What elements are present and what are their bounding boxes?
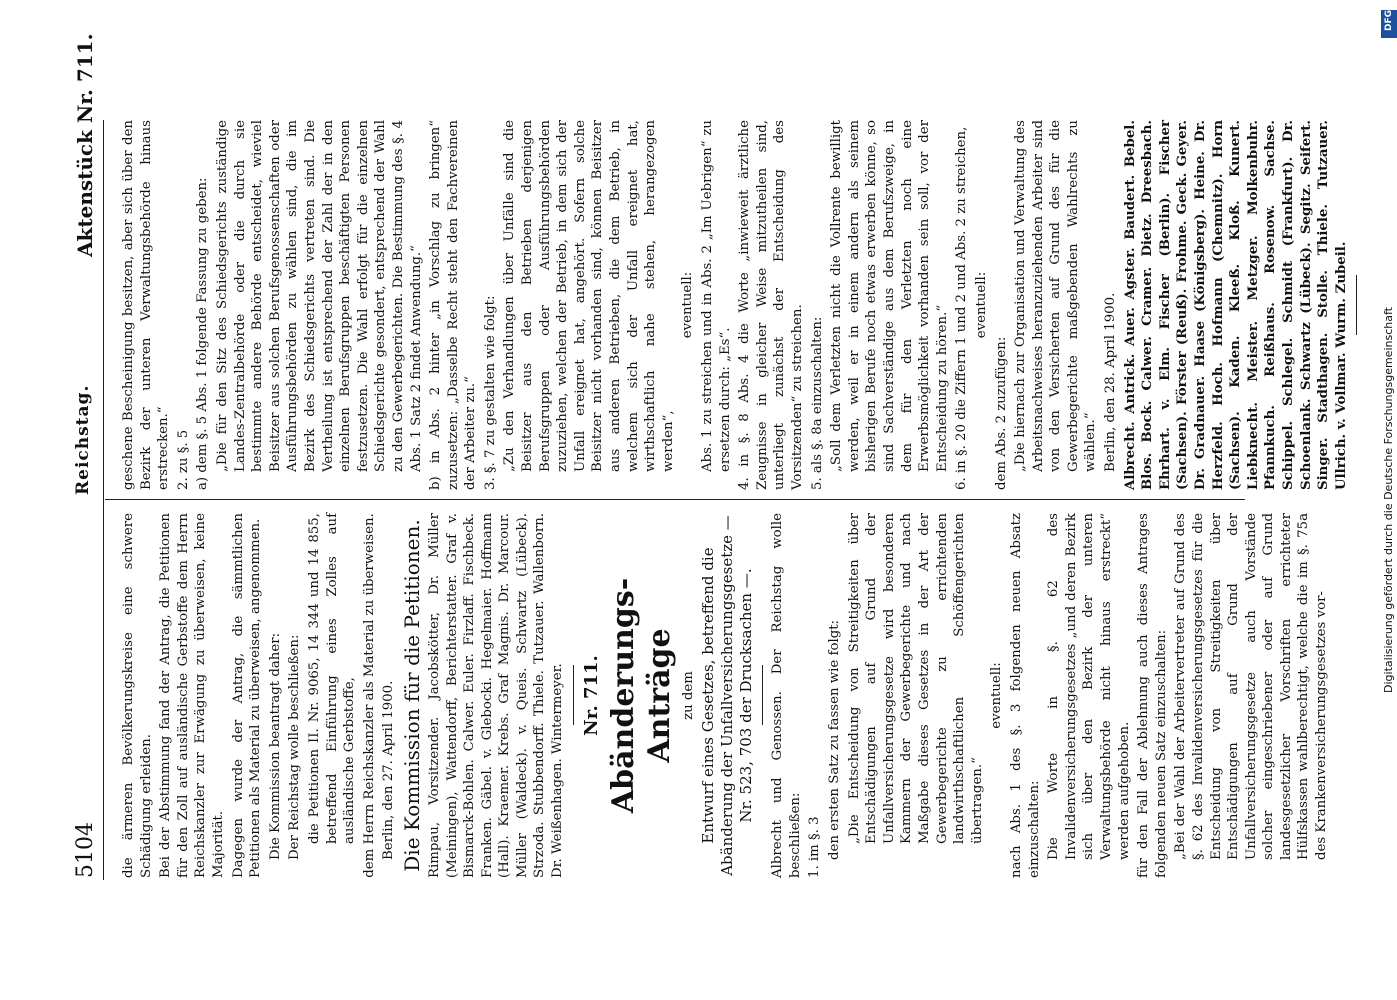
- paragraph: „Die hiernach zur Organisation und Verwaltung des Arbeitsnachweises heranzuziehenden Arbeiter sind von den Versicherten auf Grund des für die Gewerbegerichte maßgebenden Wahlrechts zu wählen.“: [1013, 120, 1099, 472]
- paragraph: 4. in §. 8 Abs. 4 die Worte „inwieweit ärztliche Zeugnisse in gleicher Weise mitzutheilen sind, unterliegt zunächst der Entscheidung des Vorsitzenden“ zu streichen.: [737, 120, 805, 490]
- paragraph: a) dem §. 5 Abs. 1 folgende Fassung zu geben:: [195, 177, 211, 490]
- document-number: Nr. 711.: [580, 655, 602, 736]
- paragraph: Die Kommission beantragt daher:: [267, 632, 283, 860]
- dfg-logo: [1381, 10, 1397, 38]
- paragraph: 3. §. 7 zu gestalten wie folgt:: [482, 295, 498, 490]
- paragraph: 5. als §. 8a einzuschalten:: [809, 316, 825, 490]
- dfg-logo-text: DFG: [1384, 9, 1394, 31]
- paragraph: nach Abs. 1 des §. 3 folgenden neuen Absatz einzuschalten:: [1008, 513, 1042, 878]
- commission-heading: Die Kommission für die Petitionen.: [399, 519, 424, 872]
- date-line: Berlin, den 28. April 1900.: [1103, 292, 1119, 472]
- paragraph: geschene Bescheinigung besitzen, aber sich über den Bezirk der unteren Verwaltungsbehörde hinaus erstrecken.“: [121, 120, 172, 490]
- paragraph: den ersten Satz zu fassen wie folgt:: [827, 619, 843, 860]
- paragraph: „Soll dem Verletzten nicht die Vollrente bewilligt werden, weil er in einem andern als seinem bisherigen Berufe noch etwas erwerben könne, so sind Sachverständige aus dem Berufszweige, in dem für den Verletzten noch eine Erwerbsmöglichkeit vorhanden sein soll, vor der Entscheidung zu hören.“: [829, 120, 950, 472]
- header-rule: [103, 120, 104, 880]
- header-document-number: Aktenstück Nr. 711.: [73, 33, 97, 257]
- paragraph: Die Worte in §. 62 des Invalidenversicherungsgesetzes „und deren Bezirk sich über den Bezirk der unteren Verwaltungsbehörde nicht hinaus erstreckt“ werden aufgehoben.: [1046, 513, 1132, 860]
- separator: [1356, 275, 1357, 335]
- paragraph: dem Herrn Reichskanzler als Material zu überweisen.: [361, 513, 377, 878]
- paragraph: 1. im §. 3: [807, 816, 823, 878]
- paragraph: Der Reichstag wolle beschließen:: [287, 634, 303, 860]
- paragraph: dem Abs. 2 zuzufügen:: [993, 336, 1009, 490]
- signatories: Rimpau, Vorsitzender. Jacobskötter, Dr. Müller (Meiningen), Wattendorff, Berichterstatter. Graf v. Bismarck-Bohlen. Calwer. Euler. Firzlaff. Fischbeck. Franken. Gäbel. v. Glebocki. Hegelmaier. Hoffmann (Hall). Kraemer. Krebs. Graf Magnis. Dr. Marcour. Müller (Waldeck). v. Queis. Schwartz (Lübeck). Strzoda. Stubbendorff. Thiele. Tutzauer. Wallenborn. Dr. Weißenhagen. Wintermeyer.: [426, 513, 566, 878]
- left-column: [120, 513, 1333, 878]
- paragraph: eventuell:: [973, 271, 989, 339]
- paragraph: Dagegen wurde der Antrag, die sämmtlichen Petitionen als Material zu überweisen, angenommen.: [230, 513, 264, 878]
- date-line: Berlin, den 27. April 1900.: [381, 680, 397, 860]
- paragraph: „Zu den Verhandlungen über Unfälle sind die Beisitzer aus den Betrieben derjenigen Berufsgruppen oder Ausführungsbehörden zuzuziehen, welchen der Betrieb, in dem sich der Unfall ereignet hat, angehört. Sofern solche Beisitzer nicht vorhanden sind, können Beisitzer aus anderen Betrieben, die dem Betrieb, in welchem sich der Unfall ereignet hat, wirthschaftlich nahe stehen, herangezogen werden“,: [502, 120, 676, 472]
- paragraph: die ärmeren Bevölkerungskreise eine schwere Schädigung erleiden.: [121, 513, 154, 878]
- page-number: 5104: [73, 822, 98, 878]
- paragraph: 2. zu §. 5: [175, 429, 191, 490]
- separator: [762, 666, 763, 726]
- funding-note: Digitalisierung gefördert durch die Deutsche Forschungsgemeinschaft: [1382, 307, 1395, 693]
- paragraph: 6. in §. 20 die Ziffern 1 und 2 und Abs. 2 zu streichen,: [954, 126, 970, 490]
- paragraph: „Die Entscheidung von Streitigkeiten über Entschädigungen auf Grund der Unfallversicherungsgesetze wird besonderen Kammern der Gewerbegerichte und nach Maßgabe dieses Gesetzes in der Art der Gewerbegerichte zu errichtenden landwirthschaftlichen Schöffengerichten übertragen.“: [846, 513, 985, 844]
- paragraph: Albrecht und Genossen. Der Reichstag wolle beschließen:: [770, 513, 803, 878]
- right-column: [120, 120, 1363, 490]
- paragraph: zu dem: [680, 671, 696, 720]
- paragraph: „Bei der Wahl der Arbeitervertreter auf Grund des §. 62 des Invalidenversicherungsgesetzes für die Entscheidung von Streitigkeiten über Entschädigungen auf Grund der Unfallversicherungsgesetze auch Vorstände solcher eingeschriebener oder auf Grund landesgesetzlicher Vorschriften errichteter Hülfskassen wahlberechtigt, welche die im §. 75a des Krankenversicherungsgesetzes vor-: [1173, 513, 1330, 860]
- paragraph: Bei der Abstimmung fand der Antrag, die Petitionen für den Zoll auf ausländische Gerbstoffe dem Herrn Reichskanzler zur Erwägung zu überweisen, keine Majorität.: [158, 513, 226, 878]
- bill-title: Entwurf eines Gesetzes, betreffend die Abänderung der Unfallversicherungsgesetze — Nr. 523, 703 der Drucksachen —.: [699, 515, 756, 876]
- paragraph: eventuell:: [680, 271, 696, 339]
- header-title: Reichstag.: [73, 384, 93, 495]
- paragraph: für den Fall der Ablehnung auch dieses Antrages folgenden neuen Satz einzuschalten:: [1136, 513, 1169, 878]
- paragraph: b) in Abs. 2 hinter „in Vorschlag zu bringen“ zuzusetzen: „Dasselbe Recht steht den Fachvereinen der Arbeiter zu.“: [428, 120, 479, 490]
- column-divider: [105, 499, 1245, 500]
- signatories: Albrecht. Antrick. Auer. Agster. Baudert. Bebel. Blos. Bock. Calwer. Cramer. Dietz. Dreesbach. Ehrhart. v. Elm. Fischer (Berlin). Fischer (Sachsen). Förster (Reuß). Frohme. Geck. Geyer. Dr. Gradnauer. Haase (Königsberg). Heine. Dr. Herzfeld. Hoch. Hofmann (Chemnitz). Horn (Sachsen). Kaden. Kleeß. Kloß. Kunert. Liebknecht. Meister. Metzger. Molkenbuhr. Pfannkuch. Reißhaus. Rosenow. Sachse. Schippel. Schlegel. Schmidt (Frankfurt). Dr. Schoenlank. Schwartz (Lübeck). Segitz. Seifert. Singer. Stadthagen. Stolle. Thiele. Tutzauer. Ullrich. v. Vollmar. Wurm. Zubeil.: [1122, 120, 1349, 490]
- paragraph: eventuell:: [989, 662, 1005, 729]
- paragraph: „Die für den Sitz des Schiedsgerichts zuständige Landes-Zentralbehörde oder die durch sie bestimmte andere Behörde entscheidet, wieviel Beisitzer aus solchen Berufsgenossenschaften oder Ausführungsbehörden zu wählen sind, die im Bezirk des Schiedsgerichts vertreten sind. Die Vertheilung ist entsprechend der Zahl der in den einzelnen Berufsgruppen beschäftigten Personen festzusetzen. Die Wahl erfolgt für die einzelnen Schiedsgerichte gesondert, entsprechend der Wahl zu den Gewerbegerichten. Die Bestimmung des §. 4 Abs. 1 Satz 2 findet Anwendung.“: [214, 120, 424, 472]
- page-header: [65, 0, 105, 1000]
- separator: [573, 666, 574, 726]
- paragraph: Abs. 1 zu streichen und in Abs. 2 „Im Uebrigen“ zu ersetzen durch: „Es“.: [700, 120, 733, 472]
- paragraph: die Petitionen II. Nr. 9065, 14 344 und 14 855, betreffend Einführung eines Zolles auf ausländische Gerbstoffe,: [306, 513, 358, 844]
- section-title: Abänderungs-Anträge: [605, 577, 677, 814]
